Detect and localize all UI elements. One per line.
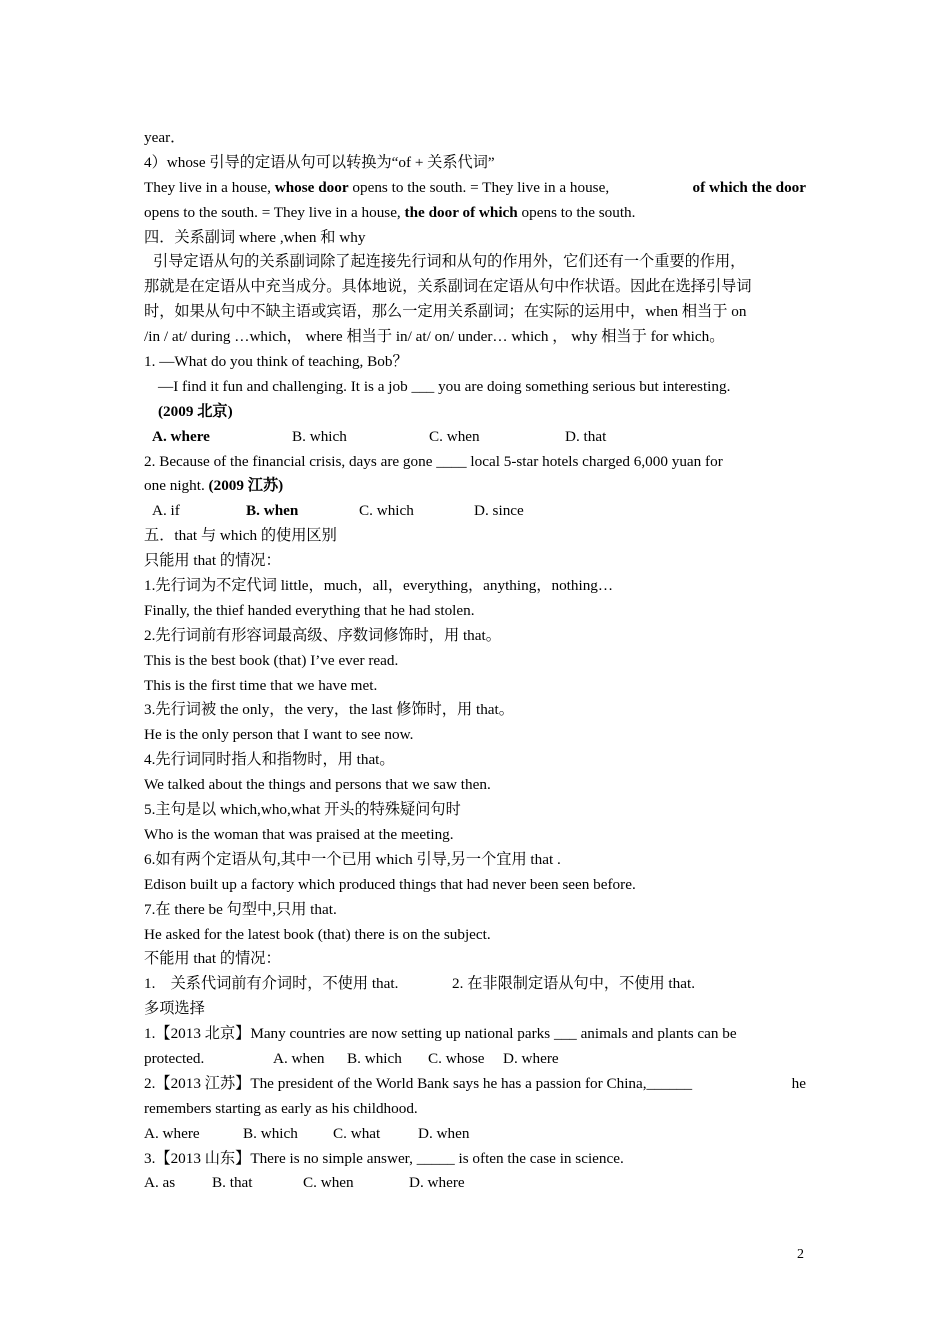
question-line: 1. —What do you think of teaching, Bob？ <box>144 353 408 371</box>
paragraph-line: 引导定语从句的关系副词除了起连接先行词和从句的作用外，它们还有一个重要的作用， <box>153 253 746 271</box>
option: B. when <box>246 502 299 520</box>
option: C. what <box>333 1124 381 1142</box>
question-line: 1.【2013 北京】Many countries are now setting up national parks ___ animals and plants can be <box>144 1025 737 1043</box>
options-row <box>144 1122 806 1147</box>
text-line: 不能用 that 的情况： <box>144 950 281 968</box>
example-line: Who is the woman that was praised at the meeting. <box>144 825 454 843</box>
rule-line: 5.主句是以 which,who,what 开头的特殊疑问句时 <box>144 801 461 819</box>
option: D. where <box>409 1174 465 1192</box>
options-row <box>144 425 806 450</box>
question-line: remembers starting as early as his childhood. <box>144 1099 418 1117</box>
rule-line: 4.先行词同时指人和指物时，用 that。 <box>144 751 395 769</box>
example-line: He asked for the latest book (that) there is on the subject. <box>144 925 491 943</box>
option: B. which <box>292 427 347 445</box>
options-row <box>144 499 806 524</box>
rule-line: 7.在 there be 句型中,只用 that. <box>144 900 337 918</box>
option: A. when <box>273 1049 325 1067</box>
rule-line <box>144 972 806 997</box>
option: D. since <box>474 502 524 520</box>
text-line: year． <box>144 129 186 146</box>
paragraph-line: /in / at/ during …which， where 相当于 in/ at/ on/ under… which ， why 相当于 for which。 <box>144 328 725 346</box>
text-line: 只能用 that 的情况： <box>144 552 281 570</box>
question-line: one night. (2009 江苏) <box>144 477 284 495</box>
example-line: This is the best book (that) I’ve ever read. <box>144 651 399 669</box>
option: D. that <box>565 427 607 445</box>
example-line: This is the first time that we have met. <box>144 676 378 694</box>
option: C. when <box>429 427 480 445</box>
page-body <box>144 126 806 1196</box>
example-line: Finally, the thief handed everything that he had stolen. <box>144 601 475 619</box>
rule-item: 1. 关系代词前有介词时，不使用 that. <box>144 975 399 993</box>
text-line: opens to the south. = They live in a house, the door of which opens to the south. <box>144 203 636 221</box>
section-heading: 五．that 与 which 的使用区别 <box>144 527 337 545</box>
option: A. where <box>152 427 210 445</box>
bold-span: of which the door <box>692 178 806 196</box>
example-line: Edison built up a factory which produced things that had never been seen before. <box>144 875 636 893</box>
option: D. when <box>418 1124 470 1142</box>
option: A. as <box>144 1174 176 1192</box>
options-row <box>144 1171 806 1196</box>
paragraph-line: 时，如果从句中不缺主语或宾语，那么一定用关系副词；在实际的运用中，when 相当于 on <box>144 303 747 321</box>
question-line: protected. A. when B. which C. whose D. where <box>144 1047 806 1072</box>
page-number: 2 <box>797 1247 804 1262</box>
question-line: 3.【2013 山东】There is no simple answer, _____ is often the case in science. <box>144 1149 624 1167</box>
option: B. which <box>243 1124 298 1142</box>
question-line: 2.【2013 江苏】The president of the World Bank says he has a passion for China,______ he <box>144 1074 806 1092</box>
rule-line: 3.先行词被 the only，the very，the last 修饰时，用 that。 <box>144 701 514 719</box>
option: C. which <box>359 502 414 520</box>
section-heading: 4）whose 引导的定语从句可以转换为“of + 关系代词” <box>144 153 495 171</box>
option: D. where <box>503 1049 559 1067</box>
option: C. whose <box>428 1049 485 1067</box>
rule-item: 2. 在非限制定语从句中，不使用 that. <box>452 975 695 993</box>
example-line: We talked about the things and persons that we saw then. <box>144 776 491 794</box>
question-line: —I find it fun and challenging. It is a job ___ you are doing something serious but interesting. <box>158 377 731 395</box>
rule-line: 1.先行词为不定代词 little，much，all，everything，anything，nothing… <box>144 577 614 595</box>
rule-line: 2.先行词前有形容词最高级、序数词修饰时，用 that。 <box>144 626 501 644</box>
option: B. which <box>347 1049 402 1067</box>
text-line <box>144 176 806 201</box>
example-line: He is the only person that I want to see now. <box>144 726 414 744</box>
section-heading: 多项选择 <box>144 1000 205 1018</box>
rule-line: 6.如有两个定语从句,其中一个已用 which 引导,另一个宜用 that . <box>144 850 561 868</box>
text-span: They live in a house, whose door opens to the south. = They live in a house, <box>144 178 610 196</box>
question-source: (2009 北京) <box>158 402 233 420</box>
question-line: 2. Because of the financial crisis, days are gone ____ local 5-star hotels charged 6,000 yuan for <box>144 452 723 470</box>
paragraph-line: 那就是在定语从中充当成分。具体地说，关系副词在定语从句中作状语。因此在选择引导词 <box>144 278 752 296</box>
option: C. when <box>303 1174 354 1192</box>
option: B. that <box>212 1174 253 1192</box>
section-heading: 四．关系副词 where ,when 和 why <box>144 228 366 246</box>
option: A. where <box>144 1124 200 1142</box>
option: A. if <box>152 502 180 520</box>
